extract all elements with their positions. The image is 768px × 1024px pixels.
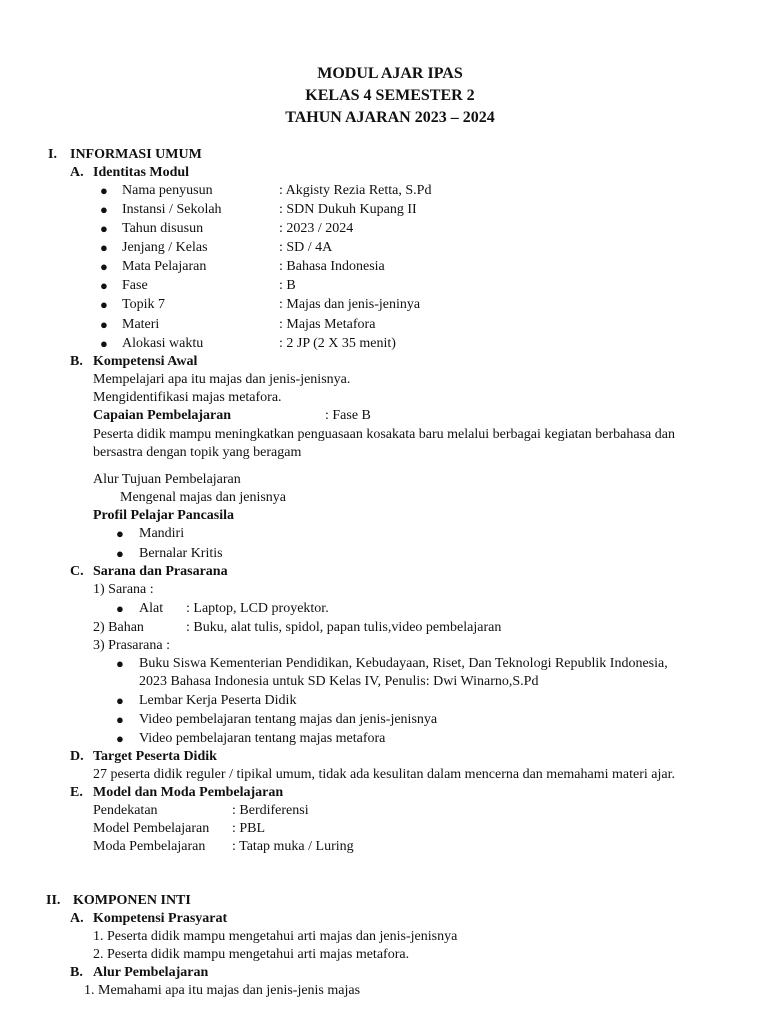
title-line-2: KELAS 4 SEMESTER 2 <box>305 87 475 104</box>
capaian-value: : Fase B <box>325 408 371 423</box>
section-2-title: KOMPONEN INTI <box>73 893 191 908</box>
bullet-icon: ● <box>100 278 108 293</box>
subsection-a-letter: A. <box>70 165 84 180</box>
profil-item: Mandiri <box>139 526 185 541</box>
identity-value: : 2 JP (2 X 35 menit) <box>279 336 396 351</box>
identity-value: : 2023 / 2024 <box>279 221 354 236</box>
model-label: Moda Pembelajaran <box>93 839 206 854</box>
identity-value: : B <box>279 278 296 293</box>
subsection-c-title: Sarana dan Prasarana <box>93 564 228 579</box>
prasarana-text: 2023 Bahasa Indonesia untuk SD Kelas IV, Penulis: Dwi Winarno,S.Pd <box>139 674 539 689</box>
bahan-value: : Buku, alat tulis, spidol, papan tulis,video pembelajaran <box>186 620 502 635</box>
identity-label: Alokasi waktu <box>122 336 204 351</box>
bullet-icon: ● <box>100 183 108 198</box>
title-line-1: MODUL AJAR IPAS <box>317 65 463 82</box>
bullet-icon: ● <box>116 731 124 746</box>
model-value: : PBL <box>232 821 266 836</box>
model-label: Model Pembelajaran <box>93 821 210 836</box>
bullet-icon: ● <box>100 240 108 255</box>
alur-tujuan-text: Mengenal majas dan jenisnya <box>120 490 287 505</box>
prasyarat-item: 2. Peserta didik mampu mengetahui arti majas metafora. <box>93 947 410 962</box>
capaian-text: bersastra dengan topik yang beragam <box>93 445 302 460</box>
model-label: Pendekatan <box>93 803 158 818</box>
profil-item: Bernalar Kritis <box>139 546 223 561</box>
kompetensi-line: Mempelajari apa itu majas dan jenis-jenisnya. <box>93 372 351 387</box>
subsection-2a-title: Kompetensi Prasyarat <box>93 911 228 926</box>
bullet-icon: ● <box>116 656 124 671</box>
prasarana-text: Video pembelajaran tentang majas dan jenis-jenisnya <box>139 712 438 727</box>
identity-label: Tahun disusun <box>122 221 204 236</box>
profil-label: Profil Pelajar Pancasila <box>93 508 235 523</box>
bahan-label: 2) Bahan <box>93 620 144 635</box>
kompetensi-line: Mengidentifikasi majas metafora. <box>93 390 282 405</box>
identity-value: : Majas dan jenis-jeninya <box>279 297 421 312</box>
bullet-icon: ● <box>100 336 108 351</box>
identity-value: : Akgisty Rezia Retta, S.Pd <box>279 183 432 198</box>
capaian-text: Peserta didik mampu meningkatkan penguasaan kosakata baru melalui berbagai kegiatan berbahasa dan <box>93 427 675 442</box>
alur-item: 1. Memahami apa itu majas dan jenis-jenis majas <box>84 983 361 998</box>
bullet-icon: ● <box>116 546 124 561</box>
subsection-c-letter: C. <box>70 564 84 579</box>
prasarana-text: Video pembelajaran tentang majas metafora <box>139 731 386 746</box>
identity-label: Materi <box>122 317 160 332</box>
identity-value: : SDN Dukuh Kupang II <box>279 202 417 217</box>
identity-label: Nama penyusun <box>122 183 213 198</box>
prasarana-text: Buku Siswa Kementerian Pendidikan, Kebudayaan, Riset, Dan Teknologi Republik Indonesia, <box>139 656 668 671</box>
subsection-d-letter: D. <box>70 749 84 764</box>
model-value: : Tatap muka / Luring <box>232 839 354 854</box>
prasarana-text: Lembar Kerja Peserta Didik <box>139 693 297 708</box>
section-1-title: INFORMASI UMUM <box>70 147 202 162</box>
section-2-numeral: II. <box>46 893 61 908</box>
subsection-e-letter: E. <box>70 785 83 800</box>
subsection-b-letter: B. <box>70 354 83 369</box>
subsection-a-title: Identitas Modul <box>93 165 190 180</box>
section-1-numeral: I. <box>48 147 57 162</box>
prasyarat-item: 1. Peserta didik mampu mengetahui arti majas dan jenis-jenisnya <box>93 929 458 944</box>
bullet-icon: ● <box>100 259 108 274</box>
identity-value: : Bahasa Indonesia <box>279 259 385 274</box>
bullet-icon: ● <box>100 297 108 312</box>
bullet-icon: ● <box>116 712 124 727</box>
capaian-label: Capaian Pembelajaran <box>93 408 232 423</box>
alur-tujuan-label: Alur Tujuan Pembelajaran <box>93 472 241 487</box>
prasarana-item: 3) Prasarana : <box>93 638 170 653</box>
alat-label: Alat <box>139 601 164 616</box>
identity-label: Topik 7 <box>122 297 165 312</box>
identity-label: Fase <box>122 278 148 293</box>
bullet-icon: ● <box>116 601 124 616</box>
bullet-icon: ● <box>116 526 124 541</box>
subsection-2b-letter: B. <box>70 965 83 980</box>
identity-label: Jenjang / Kelas <box>122 240 208 255</box>
target-text: 27 peserta didik reguler / tipikal umum, tidak ada kesulitan dalam mencerna dan memahami materi ajar. <box>93 767 675 782</box>
subsection-d-title: Target Peserta Didik <box>93 749 217 764</box>
identity-label: Mata Pelajaran <box>122 259 207 274</box>
subsection-2a-letter: A. <box>70 911 84 926</box>
bullet-icon: ● <box>100 221 108 236</box>
subsection-b-title: Kompetensi Awal <box>93 354 198 369</box>
bullet-icon: ● <box>116 693 124 708</box>
sarana-item: 1) Sarana : <box>93 582 154 597</box>
subsection-2b-title: Alur Pembelajaran <box>93 965 209 980</box>
subsection-e-title: Model dan Moda Pembelajaran <box>93 785 284 800</box>
alat-value: : Laptop, LCD proyektor. <box>186 601 329 616</box>
bullet-icon: ● <box>100 317 108 332</box>
bullet-icon: ● <box>100 202 108 217</box>
identity-value: : Majas Metafora <box>279 317 376 332</box>
identity-label: Instansi / Sekolah <box>122 202 222 217</box>
identity-value: : SD / 4A <box>279 240 333 255</box>
model-value: : Berdiferensi <box>232 803 309 818</box>
title-line-3: TAHUN AJARAN 2023 – 2024 <box>285 109 495 126</box>
